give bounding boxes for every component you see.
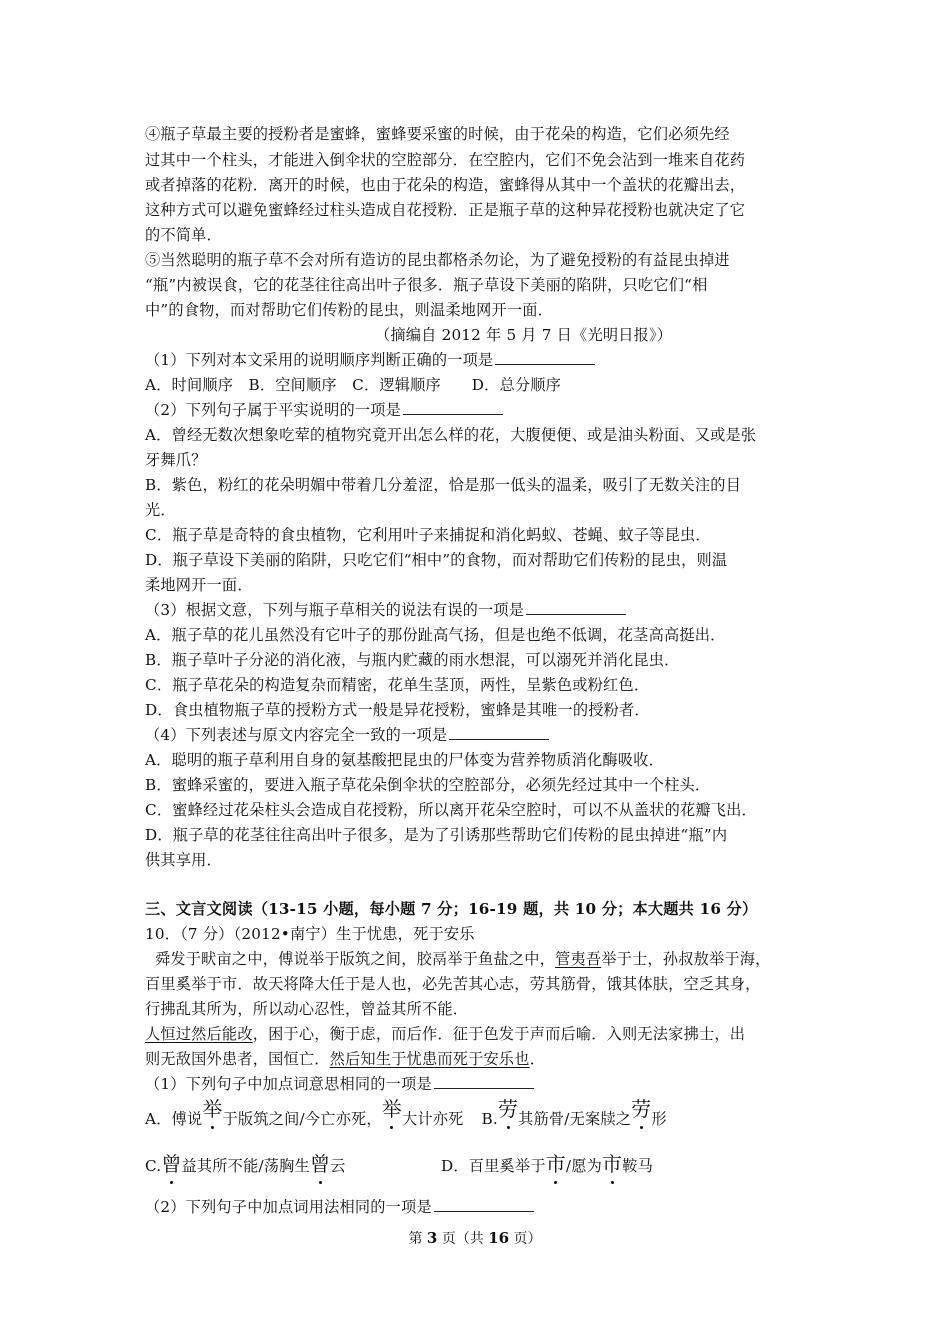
classical-text: 舜发于畎亩之中，傅说举于版筑之间，胶鬲举于鱼盐之中， bbox=[155, 950, 556, 968]
para5-line-2: “瓶”内被误食，它的花茎往往高出叶子很多．瓶子草设下美丽的陷阱，只吃它们“相 bbox=[145, 276, 708, 294]
classical-line-2: 百里奚举于市．故天将降大任于是人也，必先苦其心志，劳其筋骨，饿其体肤，空乏其身， bbox=[145, 975, 761, 993]
page-total: 16 bbox=[488, 1229, 510, 1247]
question-2-option-d-cont: 柔地网开一面． bbox=[145, 576, 253, 594]
answer-blank[interactable] bbox=[495, 350, 595, 365]
para4-line-5: 的不简单． bbox=[145, 226, 222, 244]
question-2-option-c: C．瓶子草是奇特的食虫植物，它利用叶子来捕捉和消化蚂蚁、苍蝇、蚊子等昆虫． bbox=[145, 526, 711, 544]
classical-question-2 bbox=[145, 1196, 534, 1218]
answer-blank[interactable] bbox=[403, 400, 503, 415]
answer-blank[interactable] bbox=[434, 1197, 534, 1212]
option-a-label: A．傅说 bbox=[145, 1110, 203, 1128]
question-3 bbox=[145, 599, 626, 621]
classical-question-1-option-c bbox=[145, 1153, 346, 1177]
question-2-option-d: D．瓶子草设下美丽的陷阱，只吃它们“相中”的食物，而对帮助它们传粉的昆虫，则温 bbox=[145, 551, 728, 569]
classical-question-1-stem: （1）下列句子中加点词意思相同的一项是 bbox=[145, 1075, 432, 1093]
page-number: 3 bbox=[426, 1229, 438, 1247]
option-d-label: D．百里奚举于 bbox=[441, 1157, 546, 1175]
option-text: 形 bbox=[651, 1110, 667, 1128]
para4-line-3: 或者掉落的花粉．离开的时候，也由于花朵的构造，蜜蜂得从其中一个盖状的花瓣出去， bbox=[145, 176, 746, 194]
question-4 bbox=[145, 724, 549, 746]
para4-line-1: ④瓶子草最主要的授粉者是蜜蜂，蜜蜂要采蜜的时候，由于花朵的构造，它们必须先经 bbox=[145, 125, 730, 143]
dotted-word: 举 bbox=[202, 1097, 223, 1121]
dotted-word: 举 bbox=[381, 1097, 402, 1121]
question-2-option-b: B．紫色，粉红的花朵明媚中带着几分羞涩，恰是那一低头的温柔，吸引了无数关注的目 bbox=[145, 476, 742, 494]
option-text: 鞍马 bbox=[622, 1157, 653, 1175]
question-2-option-a-cont: 牙舞爪？ bbox=[145, 451, 207, 469]
dotted-word: 劳 bbox=[631, 1097, 652, 1121]
dotted-word: 曾 bbox=[309, 1152, 331, 1176]
answer-blank[interactable] bbox=[526, 600, 626, 615]
option-text: 于版筑之间/今亡亦死， bbox=[222, 1110, 382, 1128]
classical-question-1 bbox=[145, 1073, 534, 1095]
section-3-heading: 三、文言文阅读（13-15 小题，每小题 7 分；16-19 题，共 10 分；本大题共 16 分） bbox=[145, 900, 758, 918]
footer-text: 页（共 bbox=[437, 1231, 489, 1247]
classical-line-3: 行拂乱其所为，所以动心忍性，曾益其所不能． bbox=[145, 1000, 469, 1018]
para5-line-1: ⑤当然聪明的瓶子草不会对所有造访的昆虫都格杀勿论，为了避免授粉的有益昆虫掉进 bbox=[145, 251, 730, 269]
classical-question-1-options-ab bbox=[145, 1097, 667, 1130]
classical-line-5 bbox=[145, 1048, 545, 1070]
question-3-stem: （3）根据文意，下列与瓶子草相关的说法有误的一项是 bbox=[145, 601, 525, 619]
underlined-text: 管夷吾 bbox=[555, 950, 602, 968]
question-1 bbox=[145, 349, 595, 371]
question-2-option-b-cont: 光． bbox=[145, 501, 176, 519]
question-4-option-d: D．瓶子草的花茎往往高出叶子很多，是为了引诱那些帮助它们传粉的昆虫掉进“瓶”内 bbox=[145, 826, 728, 844]
classical-question-2-stem: （2）下列句子中加点词用法相同的一项是 bbox=[145, 1198, 432, 1216]
underlined-text: 然后知生于忧患而死于安乐也 bbox=[329, 1050, 530, 1068]
dotted-word: 曾 bbox=[161, 1152, 182, 1176]
page-footer bbox=[0, 1228, 950, 1248]
dotted-word: 市 bbox=[545, 1152, 566, 1176]
question-4-option-a: A．聪明的瓶子草利用自身的氨基酸把昆虫的尸体变为营养物质消化酶吸收． bbox=[145, 751, 664, 769]
classical-text: ． bbox=[529, 1050, 546, 1068]
question-4-option-c: C．蜜蜂经过花朵柱头会造成自花授粉，所以离开花朵空腔时，可以不从盖状的花瓣飞出． bbox=[145, 801, 757, 819]
answer-blank[interactable] bbox=[434, 1074, 534, 1089]
classical-text: ，困于心，衡于虑，而后作．征于色发于声而后喻．入则无法家拂士，出 bbox=[252, 1025, 746, 1043]
option-text: 云 bbox=[330, 1157, 346, 1175]
classical-text: 举于士，孙叔敖举于海， bbox=[601, 950, 771, 968]
classical-text: 则无敌国外患者，国恒亡． bbox=[145, 1050, 330, 1068]
question-2-option-a: A．曾经无数次想象吃荤的植物究竟开出怎么样的花，大腹便便、或是油头粉面、又或是张 bbox=[145, 426, 757, 444]
option-text: 大计亦死 bbox=[401, 1110, 464, 1128]
question-2 bbox=[145, 399, 503, 421]
dotted-word: 市 bbox=[602, 1152, 623, 1176]
question-3-option-c: C．瓶子草花朵的构造复杂而精密，花单生茎顶，两性，呈紫色或粉红色． bbox=[145, 676, 650, 694]
classical-line-1 bbox=[155, 948, 771, 970]
para5-line-3: 中”的食物，而对帮助它们传粉的昆虫，则温柔地网开一面． bbox=[145, 301, 554, 319]
option-text: /愿为 bbox=[565, 1157, 602, 1175]
question-3-option-b: B．瓶子草叶子分泌的消化液，与瓶内贮藏的雨水想混，可以溺死并消化昆虫． bbox=[145, 651, 680, 669]
classical-line-4 bbox=[145, 1023, 745, 1045]
question-1-stem: （1）下列对本文采用的说明顺序判断正确的一项是 bbox=[145, 351, 494, 369]
question-1-options: A．时间顺序 B．空间顺序 C．逻辑顺序 D．总分顺序 bbox=[145, 376, 562, 394]
option-text: 益其所不能/荡胸生 bbox=[181, 1157, 310, 1175]
source-citation: （摘编自 2012 年 5 月 7 日《光明日报》） bbox=[375, 326, 673, 344]
question-4-option-b: B．蜜蜂采蜜的，要进入瓶子草花朵倒伞状的空腔部分，必须先经过其中一个柱头． bbox=[145, 776, 711, 794]
question-4-option-d-cont: 供其享用． bbox=[145, 851, 222, 869]
question-3-option-d: D．食虫植物瓶子草的授粉方式一般是异花授粉，蜜蜂是其唯一的授粉者． bbox=[145, 701, 650, 719]
option-text: 其筋骨/无案牍之 bbox=[518, 1110, 632, 1128]
question-3-option-a: A．瓶子草的花儿虽然没有它叶子的那份趾高气扬，但是也绝不低调，花茎高高挺出． bbox=[145, 626, 726, 644]
classical-question-1-option-d bbox=[441, 1153, 653, 1177]
answer-blank[interactable] bbox=[449, 725, 549, 740]
para4-line-4: 这种方式可以避免蜜蜂经过柱头造成自花授粉．正是瓶子草的这种异花授粉也就决定了它 bbox=[145, 201, 746, 219]
option-b-label: B. bbox=[481, 1110, 498, 1128]
dotted-word: 劳 bbox=[497, 1097, 519, 1121]
para4-line-2: 过其中一个柱头，才能进入倒伞状的空腔部分．在空腔内，它们不免会沾到一堆来自花药 bbox=[145, 151, 746, 169]
underlined-text: 人恒过然后能改 bbox=[145, 1025, 253, 1043]
question-2-stem: （2）下列句子属于平实说明的一项是 bbox=[145, 401, 402, 419]
option-c-label: C. bbox=[145, 1157, 162, 1175]
question-10-title: 10．（7 分）（2012•南宁）生于忧患，死于安乐 bbox=[145, 925, 475, 943]
footer-text: 页） bbox=[509, 1231, 542, 1247]
footer-text: 第 bbox=[408, 1231, 427, 1247]
question-4-stem: （4）下列表述与原文内容完全一致的一项是 bbox=[145, 726, 448, 744]
